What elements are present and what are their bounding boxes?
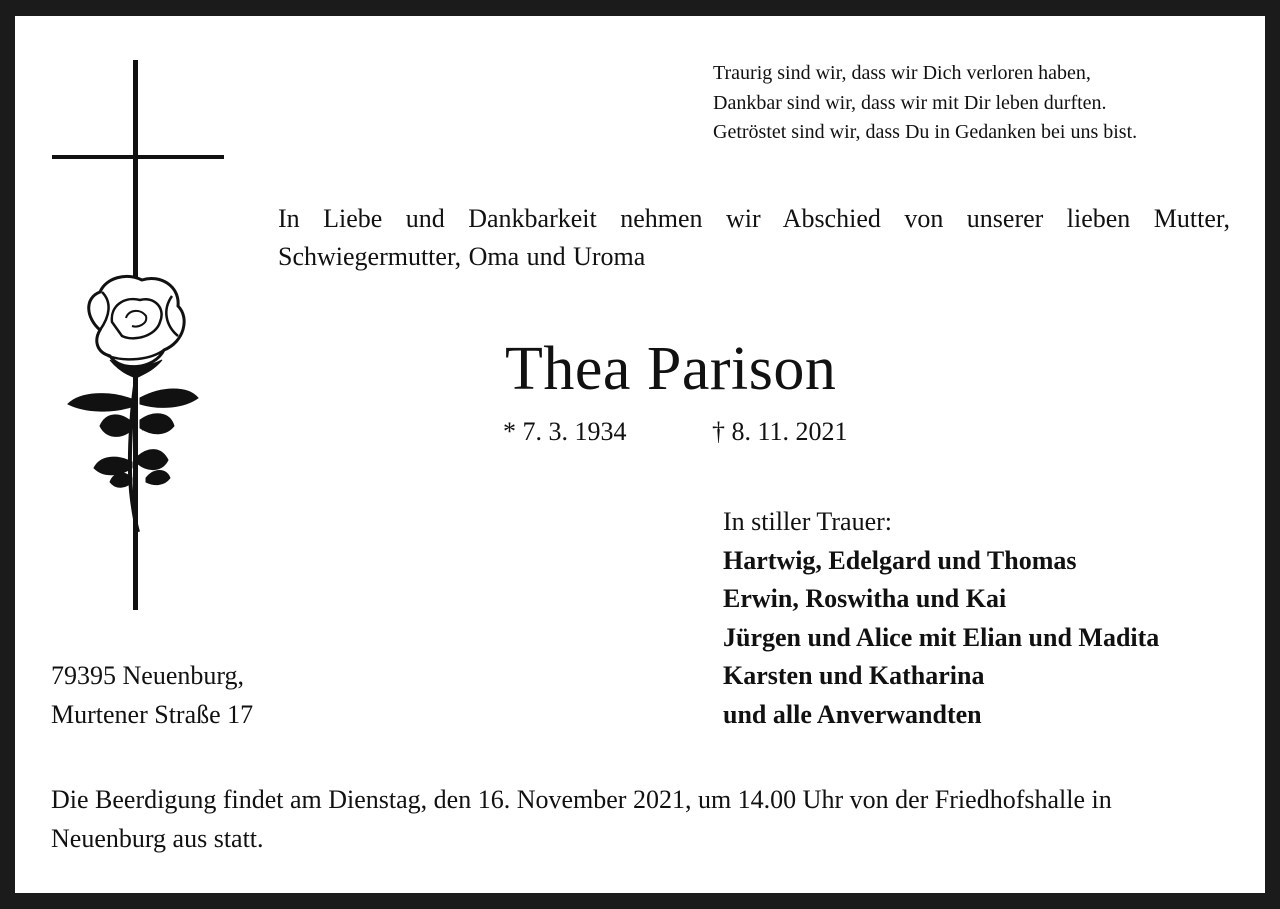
birth-date: * 7. 3. 1934	[503, 417, 627, 446]
mourner-line: Hartwig, Edelgard und Thomas	[723, 545, 1077, 575]
mourners-block	[723, 503, 1159, 734]
mourner-line: Karsten und Katharina	[723, 661, 985, 690]
intro-text: In Liebe und Dankbarkeit nehmen wir Abschied von unserer lieben Mutter, Schwiegermutter, Oma und Uroma	[278, 204, 1230, 271]
motto-verse	[713, 59, 1137, 148]
motto-line: Traurig sind wir, dass wir Dich verloren haben,	[713, 62, 1091, 84]
death-date: † 8. 11. 2021	[712, 417, 848, 446]
motto-line: Dankbar sind wir, dass wir mit Dir leben durften.	[713, 91, 1107, 114]
mourner-line: Jürgen und Alice mit Elian und Madita	[723, 622, 1160, 652]
address-block	[51, 657, 253, 734]
obituary-card	[15, 16, 1265, 893]
mourner-line: und alle Anverwandten	[723, 699, 982, 729]
address-line: 79395 Neuenburg,	[51, 661, 245, 690]
rose-icon	[68, 276, 198, 532]
deceased-name: Thea Parison	[505, 335, 837, 403]
mourner-line: Erwin, Roswitha und Kai	[723, 584, 1007, 613]
funeral-notice: Die Beerdigung findet am Dienstag, den 16. November 2021, um 14.00 Uhr von der Friedhofshalle in Neuenburg aus statt.	[51, 785, 1112, 853]
mourners-heading: In stiller Trauer:	[723, 507, 892, 536]
cross-with-rose-icon	[50, 60, 230, 610]
address-line: Murtener Straße 17	[51, 699, 254, 729]
motto-line: Getröstet sind wir, dass Du in Gedanken bei uns bist.	[713, 121, 1138, 143]
